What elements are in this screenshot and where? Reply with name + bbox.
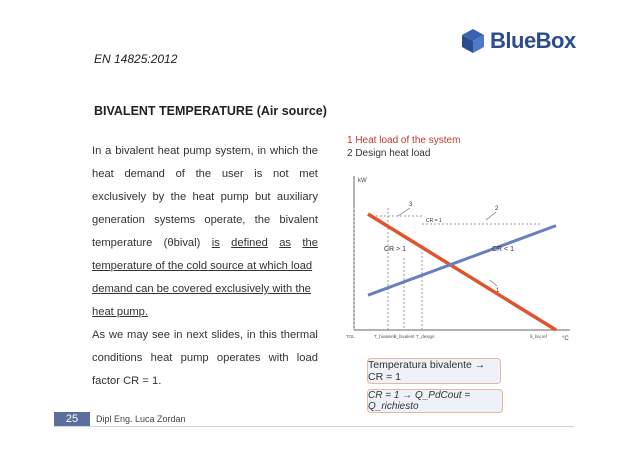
word: system,	[215, 145, 254, 157]
text-line	[92, 301, 318, 324]
word: pump	[220, 191, 249, 203]
cr-greater-label: CR > 1	[384, 246, 406, 253]
series-heat-load-line	[368, 214, 556, 330]
bivalent-chart	[340, 168, 580, 348]
annotation-1-pointer	[490, 280, 497, 286]
cr-less-label: CR < 1	[492, 246, 514, 253]
word: factor CR = 1.	[92, 375, 162, 387]
word: defined	[231, 237, 268, 249]
word: In	[92, 145, 102, 157]
word: is	[211, 237, 220, 249]
word: may	[127, 329, 149, 341]
word: as	[279, 237, 292, 249]
word: heat	[92, 168, 114, 180]
word: demand	[124, 168, 165, 180]
word: in	[173, 329, 183, 341]
word: with	[268, 352, 289, 364]
annotation-2: 2	[495, 206, 499, 212]
word: the	[302, 237, 318, 249]
word: a	[105, 145, 112, 157]
annotation-2-pointer	[486, 212, 496, 220]
word: next	[186, 329, 208, 341]
word: in	[257, 145, 267, 157]
tick-tol: TOL	[346, 334, 355, 339]
word: by	[152, 191, 165, 203]
footer-divider	[54, 426, 574, 427]
text-line	[92, 370, 318, 393]
tick-tdesign: T_design	[416, 334, 435, 339]
word: see	[151, 329, 170, 341]
word: the	[302, 145, 318, 157]
footer-author: Dipl Eng. Luca Zordan	[96, 414, 186, 424]
legend-item-1: 1 Heat load of the system	[347, 135, 461, 146]
word: the	[170, 191, 187, 203]
word: is	[254, 168, 263, 180]
text-line	[92, 347, 318, 370]
word: of	[175, 168, 185, 180]
tick-theta-ref: θ_biv,ref	[530, 334, 547, 339]
text-line	[92, 324, 318, 347]
word: bivalent	[279, 214, 318, 226]
word: we	[108, 329, 124, 341]
word: demand can be covered exclusively with the	[92, 283, 311, 295]
word: heat	[150, 352, 173, 364]
word: heat	[192, 191, 215, 203]
word: generation	[92, 214, 145, 226]
x-axis-label: °C	[562, 336, 569, 342]
word: thermal	[280, 329, 318, 341]
tick-tbiv: T_bivalent	[374, 334, 395, 339]
word: in	[246, 329, 256, 341]
annotation-3-pointer	[398, 208, 410, 216]
logo-text: BlueBox	[490, 28, 576, 53]
word: conditions	[92, 352, 143, 364]
word: the	[254, 214, 271, 226]
word: exclusively	[92, 191, 147, 203]
word: (θbival)	[163, 237, 201, 249]
word: slides,	[211, 329, 244, 341]
bivalent-temperature-box: Temperatura bivalente → CR = 1	[367, 358, 501, 384]
word: load	[296, 352, 318, 364]
word: operates	[216, 352, 261, 364]
text-line	[92, 232, 318, 255]
word: operate,	[204, 214, 246, 226]
chart-legend	[347, 134, 460, 160]
word: systems	[154, 214, 196, 226]
word: As	[92, 329, 106, 341]
y-axis-label: kW	[358, 178, 367, 184]
word: but	[254, 191, 271, 203]
word: temperature of the cold source at which load	[92, 260, 313, 272]
word: met	[299, 168, 318, 180]
text-line	[92, 278, 318, 301]
cube-icon	[460, 28, 486, 54]
word: not	[273, 168, 289, 180]
word: which	[269, 145, 299, 157]
word: this	[259, 329, 277, 341]
tick-theta-biv: θ_bivalent	[394, 334, 415, 339]
page-number: 25	[54, 412, 90, 426]
word: bivalent	[115, 145, 154, 157]
text-line	[92, 163, 318, 186]
cr-equal-label: CR = 1	[426, 218, 442, 224]
standard-label: EN 14825:2012	[94, 52, 178, 66]
body-paragraph	[92, 140, 318, 393]
word: heat pump.	[92, 306, 148, 318]
cr-equation-box: CR = 1 → Q_PdCout = Q_richiesto	[367, 389, 503, 413]
bluebox-logo	[460, 28, 576, 54]
annotation-1: 1	[496, 288, 500, 294]
text-line	[92, 140, 318, 163]
word: temperature	[92, 237, 153, 249]
word: pump	[180, 352, 209, 364]
word: pump	[183, 145, 212, 157]
legend-item-2: 2 Design heat load	[347, 148, 431, 159]
page-title: BIVALENT TEMPERATURE (Air source)	[94, 104, 327, 118]
word: auxiliary	[276, 191, 318, 203]
series-design-heat-load-line	[368, 226, 556, 296]
text-line	[92, 186, 318, 209]
text-line	[92, 209, 318, 232]
annotation-3: 3	[409, 202, 413, 208]
word: the	[195, 168, 212, 180]
word: user	[221, 168, 244, 180]
text-line	[92, 255, 318, 278]
word: heat	[157, 145, 180, 157]
